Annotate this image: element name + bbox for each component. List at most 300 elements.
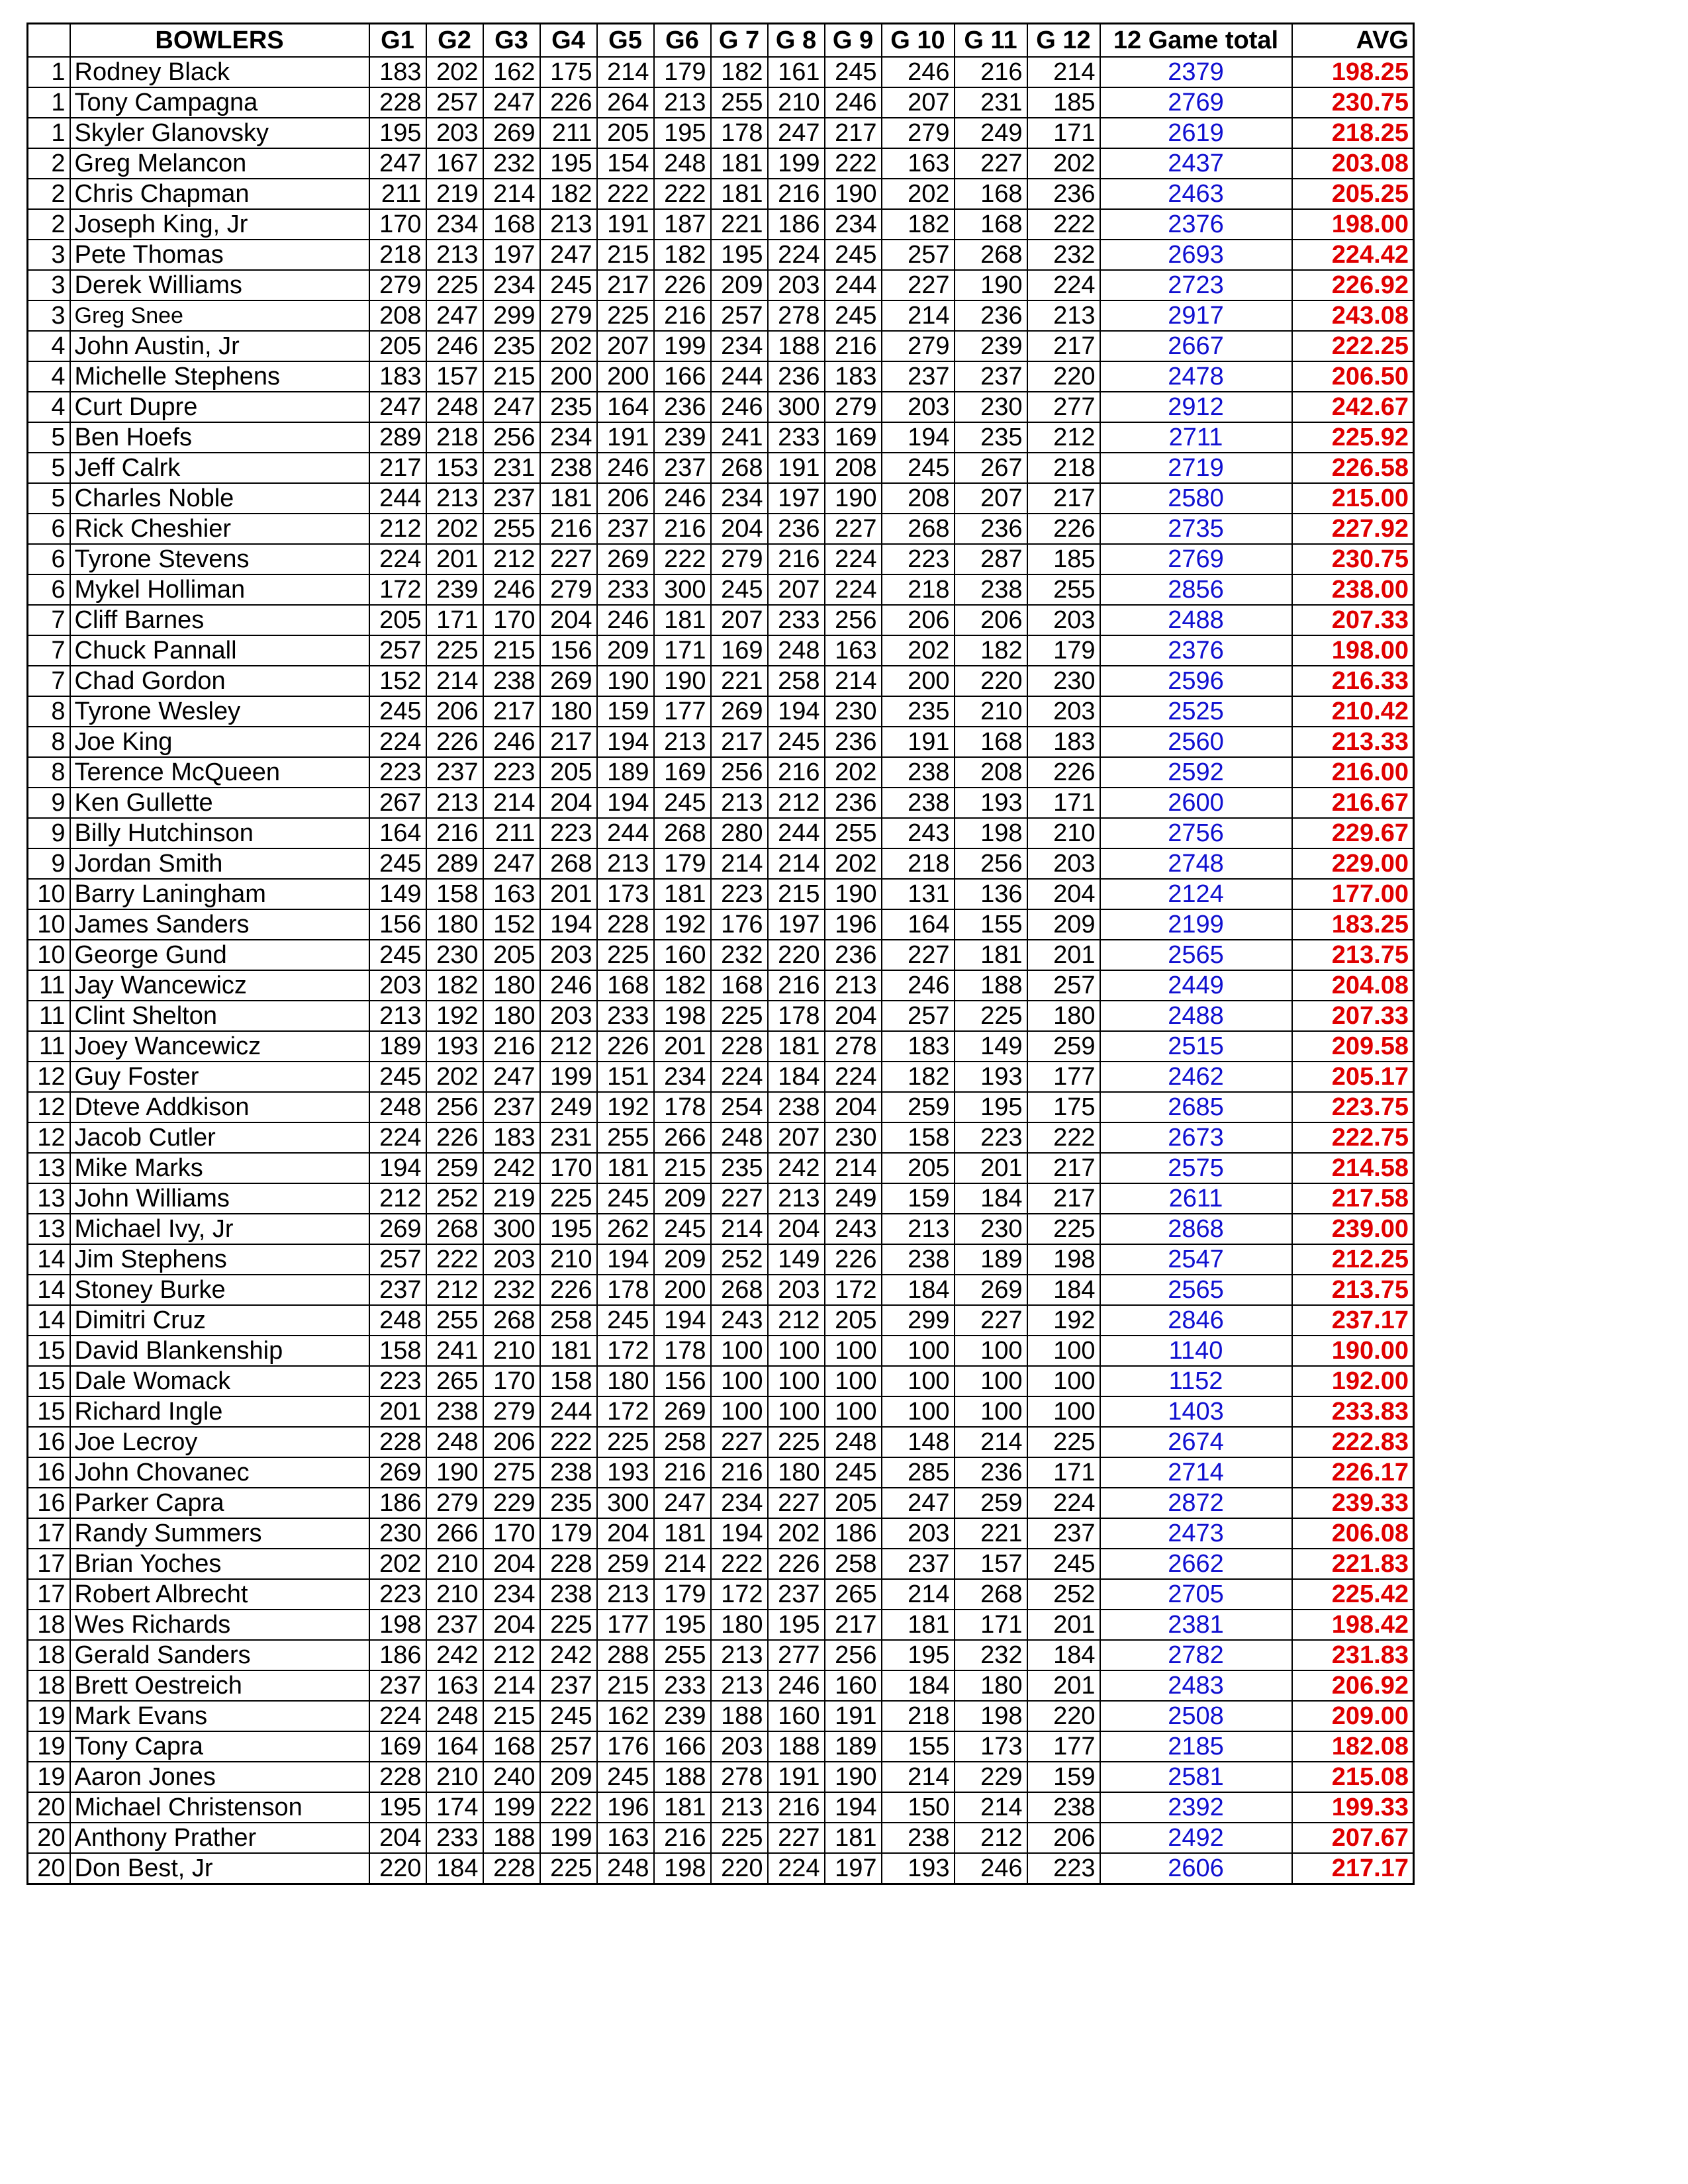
- game-score: 242: [426, 1640, 483, 1670]
- bowler-name: Dale Womack: [70, 1366, 369, 1396]
- game-score: 243: [825, 1214, 882, 1244]
- game-score: 189: [369, 1031, 426, 1062]
- game-score: 193: [597, 1457, 654, 1488]
- game-score: 201: [654, 1031, 711, 1062]
- game-score: 196: [597, 1792, 654, 1823]
- header-g12: G 12: [1027, 24, 1100, 58]
- game-score: 279: [882, 118, 955, 148]
- game-score: 238: [483, 666, 540, 696]
- game-score: 205: [882, 1153, 955, 1183]
- game-score: 248: [369, 1092, 426, 1122]
- table-row: [28, 240, 1414, 270]
- game-score: 202: [426, 1062, 483, 1092]
- group-number: 17: [28, 1549, 70, 1579]
- game-score: 236: [768, 361, 825, 392]
- table-row: [28, 1122, 1414, 1153]
- game-score: 204: [483, 1610, 540, 1640]
- game-score: 204: [597, 1518, 654, 1549]
- table-row: [28, 909, 1414, 940]
- game-score: 225: [426, 270, 483, 300]
- game-score: 237: [369, 1275, 426, 1305]
- bowler-name: Tyrone Wesley: [70, 696, 369, 727]
- game-score: 156: [540, 635, 597, 666]
- average: 207.33: [1292, 605, 1414, 635]
- game-score: 149: [768, 1244, 825, 1275]
- table-row: [28, 1853, 1414, 1884]
- average: 198.42: [1292, 1610, 1414, 1640]
- game-score: 203: [882, 1518, 955, 1549]
- game-score: 170: [369, 209, 426, 240]
- average: 226.17: [1292, 1457, 1414, 1488]
- game-total: 2685: [1100, 1092, 1292, 1122]
- game-score: 235: [711, 1153, 768, 1183]
- game-total: 2674: [1100, 1427, 1292, 1457]
- table-row: [28, 1792, 1414, 1823]
- game-score: 201: [1027, 1670, 1100, 1701]
- average: 222.75: [1292, 1122, 1414, 1153]
- game-score: 232: [1027, 240, 1100, 270]
- game-score: 184: [882, 1275, 955, 1305]
- game-score: 217: [483, 696, 540, 727]
- game-total: 2606: [1100, 1853, 1292, 1884]
- game-score: 178: [654, 1336, 711, 1366]
- game-score: 212: [768, 788, 825, 818]
- game-score: 235: [483, 331, 540, 361]
- game-score: 202: [540, 331, 597, 361]
- bowler-name: Jacob Cutler: [70, 1122, 369, 1153]
- game-score: 255: [597, 1122, 654, 1153]
- game-score: 245: [597, 1305, 654, 1336]
- game-score: 183: [1027, 727, 1100, 757]
- game-score: 247: [483, 392, 540, 422]
- game-score: 160: [825, 1670, 882, 1701]
- game-score: 246: [882, 57, 955, 87]
- game-score: 213: [711, 1670, 768, 1701]
- game-score: 228: [369, 1762, 426, 1792]
- game-score: 203: [882, 392, 955, 422]
- bowler-name: David Blankenship: [70, 1336, 369, 1366]
- group-number: 18: [28, 1610, 70, 1640]
- group-number: 7: [28, 666, 70, 696]
- bowler-name: Curt Dupre: [70, 392, 369, 422]
- game-score: 215: [483, 361, 540, 392]
- group-number: 8: [28, 696, 70, 727]
- game-score: 182: [882, 1062, 955, 1092]
- game-score: 275: [483, 1457, 540, 1488]
- game-score: 149: [369, 879, 426, 909]
- game-score: 237: [654, 453, 711, 483]
- game-score: 259: [597, 1549, 654, 1579]
- game-score: 236: [654, 392, 711, 422]
- game-score: 136: [955, 879, 1027, 909]
- game-score: 224: [825, 544, 882, 574]
- game-score: 223: [483, 757, 540, 788]
- bowler-name: Richard Ingle: [70, 1396, 369, 1427]
- game-score: 222: [825, 148, 882, 179]
- average: 221.83: [1292, 1549, 1414, 1579]
- bowler-name: James Sanders: [70, 909, 369, 940]
- game-score: 100: [768, 1366, 825, 1396]
- game-score: 268: [711, 1275, 768, 1305]
- game-total: 2596: [1100, 666, 1292, 696]
- game-score: 207: [882, 87, 955, 118]
- game-score: 209: [654, 1183, 711, 1214]
- group-number: 18: [28, 1670, 70, 1701]
- game-total: 2124: [1100, 879, 1292, 909]
- game-score: 234: [825, 209, 882, 240]
- game-score: 258: [540, 1305, 597, 1336]
- game-score: 227: [882, 270, 955, 300]
- game-score: 247: [483, 87, 540, 118]
- group-number: 17: [28, 1518, 70, 1549]
- game-score: 237: [540, 1670, 597, 1701]
- header-g10: G 10: [882, 24, 955, 58]
- table-row: [28, 544, 1414, 574]
- game-score: 163: [426, 1670, 483, 1701]
- game-score: 256: [825, 605, 882, 635]
- game-score: 169: [711, 635, 768, 666]
- game-score: 214: [825, 1153, 882, 1183]
- game-score: 300: [597, 1488, 654, 1518]
- game-total: 2379: [1100, 57, 1292, 87]
- game-score: 204: [540, 788, 597, 818]
- game-score: 245: [597, 1762, 654, 1792]
- game-score: 195: [654, 1610, 711, 1640]
- table-row: [28, 940, 1414, 970]
- game-total: 2575: [1100, 1153, 1292, 1183]
- game-score: 197: [483, 240, 540, 270]
- game-score: 256: [825, 1640, 882, 1670]
- table-row: [28, 1336, 1414, 1366]
- game-score: 158: [426, 879, 483, 909]
- group-number: 16: [28, 1427, 70, 1457]
- game-score: 199: [540, 1062, 597, 1092]
- game-score: 178: [711, 118, 768, 148]
- game-score: 255: [483, 514, 540, 544]
- game-score: 233: [426, 1823, 483, 1853]
- game-score: 237: [882, 361, 955, 392]
- game-score: 196: [825, 909, 882, 940]
- table-row: [28, 1610, 1414, 1640]
- bowler-name: Wes Richards: [70, 1610, 369, 1640]
- game-score: 257: [369, 635, 426, 666]
- game-score: 205: [597, 118, 654, 148]
- game-score: 223: [955, 1122, 1027, 1153]
- game-score: 245: [540, 1701, 597, 1731]
- group-number: 3: [28, 300, 70, 331]
- game-score: 205: [483, 940, 540, 970]
- game-score: 210: [426, 1762, 483, 1792]
- bowler-name: Clint Shelton: [70, 1001, 369, 1031]
- game-score: 257: [1027, 970, 1100, 1001]
- game-score: 225: [768, 1427, 825, 1457]
- game-score: 268: [955, 240, 1027, 270]
- game-score: 207: [597, 331, 654, 361]
- game-score: 100: [825, 1366, 882, 1396]
- game-score: 213: [882, 1214, 955, 1244]
- game-score: 183: [825, 361, 882, 392]
- game-score: 164: [882, 909, 955, 940]
- average: 227.92: [1292, 514, 1414, 544]
- game-score: 213: [768, 1183, 825, 1214]
- group-number: 16: [28, 1488, 70, 1518]
- game-score: 246: [597, 453, 654, 483]
- game-score: 190: [825, 1762, 882, 1792]
- game-score: 246: [483, 727, 540, 757]
- group-number: 12: [28, 1062, 70, 1092]
- game-score: 226: [768, 1549, 825, 1579]
- game-score: 181: [540, 483, 597, 514]
- game-score: 188: [768, 1731, 825, 1762]
- game-score: 195: [882, 1640, 955, 1670]
- game-score: 267: [955, 453, 1027, 483]
- game-score: 237: [426, 757, 483, 788]
- bowler-name: Parker Capra: [70, 1488, 369, 1518]
- group-number: 12: [28, 1122, 70, 1153]
- bowler-name: Chad Gordon: [70, 666, 369, 696]
- game-score: 279: [483, 1396, 540, 1427]
- game-score: 195: [540, 1214, 597, 1244]
- game-score: 213: [1027, 300, 1100, 331]
- game-score: 194: [540, 909, 597, 940]
- average: 206.92: [1292, 1670, 1414, 1701]
- game-score: 179: [1027, 635, 1100, 666]
- game-score: 268: [711, 453, 768, 483]
- game-score: 247: [369, 148, 426, 179]
- table-row: [28, 1762, 1414, 1792]
- game-score: 204: [711, 514, 768, 544]
- group-number: 17: [28, 1579, 70, 1610]
- game-score: 207: [955, 483, 1027, 514]
- game-score: 100: [711, 1366, 768, 1396]
- game-score: 193: [955, 788, 1027, 818]
- game-score: 238: [955, 574, 1027, 605]
- game-score: 163: [882, 148, 955, 179]
- game-score: 199: [540, 1823, 597, 1853]
- game-score: 176: [597, 1731, 654, 1762]
- game-score: 194: [768, 696, 825, 727]
- game-total: 2525: [1100, 696, 1292, 727]
- game-score: 208: [955, 757, 1027, 788]
- game-score: 289: [426, 848, 483, 879]
- game-score: 217: [1027, 331, 1100, 361]
- game-score: 248: [597, 1853, 654, 1884]
- game-score: 211: [483, 818, 540, 848]
- group-number: 4: [28, 361, 70, 392]
- game-score: 184: [1027, 1640, 1100, 1670]
- game-score: 216: [654, 1457, 711, 1488]
- game-score: 180: [711, 1610, 768, 1640]
- table-row: [28, 422, 1414, 453]
- game-score: 181: [711, 148, 768, 179]
- game-score: 201: [1027, 1610, 1100, 1640]
- group-number: 19: [28, 1701, 70, 1731]
- game-score: 167: [426, 148, 483, 179]
- game-score: 234: [711, 1488, 768, 1518]
- average: 199.33: [1292, 1792, 1414, 1823]
- game-total: 2748: [1100, 848, 1292, 879]
- header-avg: AVG: [1292, 24, 1414, 58]
- game-score: 170: [540, 1153, 597, 1183]
- table-row: [28, 1396, 1414, 1427]
- average: 190.00: [1292, 1336, 1414, 1366]
- game-score: 100: [1027, 1336, 1100, 1366]
- average: 182.08: [1292, 1731, 1414, 1762]
- game-total: 2673: [1100, 1122, 1292, 1153]
- game-score: 100: [955, 1336, 1027, 1366]
- game-score: 157: [955, 1549, 1027, 1579]
- game-score: 225: [1027, 1214, 1100, 1244]
- game-score: 188: [654, 1762, 711, 1792]
- average: 177.00: [1292, 879, 1414, 909]
- game-score: 193: [955, 1062, 1027, 1092]
- group-number: 6: [28, 544, 70, 574]
- average: 204.08: [1292, 970, 1414, 1001]
- game-total: 1152: [1100, 1366, 1292, 1396]
- group-number: 13: [28, 1183, 70, 1214]
- game-score: 169: [654, 757, 711, 788]
- average: 205.17: [1292, 1062, 1414, 1092]
- game-score: 186: [369, 1640, 426, 1670]
- game-score: 188: [768, 331, 825, 361]
- game-score: 203: [768, 1275, 825, 1305]
- bowler-name: Jordan Smith: [70, 848, 369, 879]
- game-score: 214: [483, 179, 540, 209]
- group-number: 1: [28, 87, 70, 118]
- game-score: 257: [711, 300, 768, 331]
- game-score: 230: [369, 1518, 426, 1549]
- bowler-name: Charles Noble: [70, 483, 369, 514]
- game-score: 218: [1027, 453, 1100, 483]
- game-score: 180: [540, 696, 597, 727]
- game-score: 269: [711, 696, 768, 727]
- game-score: 245: [654, 1214, 711, 1244]
- game-score: 182: [654, 240, 711, 270]
- game-score: 226: [1027, 514, 1100, 544]
- game-total: 2463: [1100, 179, 1292, 209]
- game-score: 246: [540, 970, 597, 1001]
- game-score: 225: [955, 1001, 1027, 1031]
- game-score: 245: [882, 453, 955, 483]
- table-row: [28, 1488, 1414, 1518]
- game-total: 2592: [1100, 757, 1292, 788]
- table-row: [28, 453, 1414, 483]
- game-score: 300: [654, 574, 711, 605]
- header-g8: G 8: [768, 24, 825, 58]
- game-score: 220: [955, 666, 1027, 696]
- average: 183.25: [1292, 909, 1414, 940]
- game-score: 223: [711, 879, 768, 909]
- game-score: 279: [369, 270, 426, 300]
- game-score: 207: [711, 605, 768, 635]
- game-score: 156: [369, 909, 426, 940]
- game-score: 186: [825, 1518, 882, 1549]
- game-score: 233: [654, 1670, 711, 1701]
- bowler-name: Terence McQueen: [70, 757, 369, 788]
- header-g4: G4: [540, 24, 597, 58]
- game-score: 220: [1027, 361, 1100, 392]
- game-score: 152: [483, 909, 540, 940]
- game-score: 206: [882, 605, 955, 635]
- game-score: 191: [768, 453, 825, 483]
- game-score: 264: [597, 87, 654, 118]
- bowler-name: Joey Wancewicz: [70, 1031, 369, 1062]
- game-score: 245: [540, 270, 597, 300]
- game-total: 2473: [1100, 1518, 1292, 1549]
- game-score: 236: [955, 300, 1027, 331]
- game-score: 255: [654, 1640, 711, 1670]
- game-score: 211: [540, 118, 597, 148]
- game-score: 237: [369, 1670, 426, 1701]
- game-score: 187: [654, 209, 711, 240]
- game-total: 2769: [1100, 87, 1292, 118]
- game-score: 100: [711, 1336, 768, 1366]
- group-number: 20: [28, 1823, 70, 1853]
- game-total: 1140: [1100, 1336, 1292, 1366]
- game-score: 191: [768, 1762, 825, 1792]
- game-score: 247: [540, 240, 597, 270]
- bowler-name: Joseph King, Jr: [70, 209, 369, 240]
- game-score: 238: [426, 1396, 483, 1427]
- game-total: 2723: [1100, 270, 1292, 300]
- game-score: 224: [711, 1062, 768, 1092]
- game-score: 244: [540, 1396, 597, 1427]
- game-score: 100: [768, 1336, 825, 1366]
- game-score: 216: [768, 1792, 825, 1823]
- game-total: 2735: [1100, 514, 1292, 544]
- game-score: 215: [483, 1701, 540, 1731]
- game-score: 155: [955, 909, 1027, 940]
- game-score: 203: [1027, 848, 1100, 879]
- game-score: 214: [483, 788, 540, 818]
- game-score: 278: [768, 300, 825, 331]
- game-score: 246: [882, 970, 955, 1001]
- game-score: 229: [955, 1762, 1027, 1792]
- game-total: 2756: [1100, 818, 1292, 848]
- game-score: 204: [483, 1549, 540, 1579]
- game-score: 277: [1027, 392, 1100, 422]
- game-score: 168: [483, 209, 540, 240]
- table-row: [28, 1670, 1414, 1701]
- game-score: 218: [882, 574, 955, 605]
- bowler-name: Skyler Glanovsky: [70, 118, 369, 148]
- game-score: 212: [1027, 422, 1100, 453]
- game-score: 240: [483, 1762, 540, 1792]
- game-score: 203: [540, 940, 597, 970]
- game-score: 163: [825, 635, 882, 666]
- table-row: [28, 879, 1414, 909]
- game-score: 213: [426, 240, 483, 270]
- game-total: 2711: [1100, 422, 1292, 453]
- bowler-name: Cliff Barnes: [70, 605, 369, 635]
- game-score: 201: [426, 544, 483, 574]
- game-score: 217: [1027, 1183, 1100, 1214]
- game-score: 224: [825, 574, 882, 605]
- game-score: 213: [597, 1579, 654, 1610]
- game-total: 2449: [1100, 970, 1292, 1001]
- game-score: 213: [711, 788, 768, 818]
- game-score: 100: [711, 1396, 768, 1427]
- game-score: 180: [597, 1366, 654, 1396]
- group-number: 1: [28, 57, 70, 87]
- game-total: 2619: [1100, 118, 1292, 148]
- game-score: 210: [483, 1336, 540, 1366]
- header-g1: G1: [369, 24, 426, 58]
- game-score: 214: [597, 57, 654, 87]
- game-score: 194: [882, 422, 955, 453]
- game-score: 245: [825, 300, 882, 331]
- game-score: 230: [825, 696, 882, 727]
